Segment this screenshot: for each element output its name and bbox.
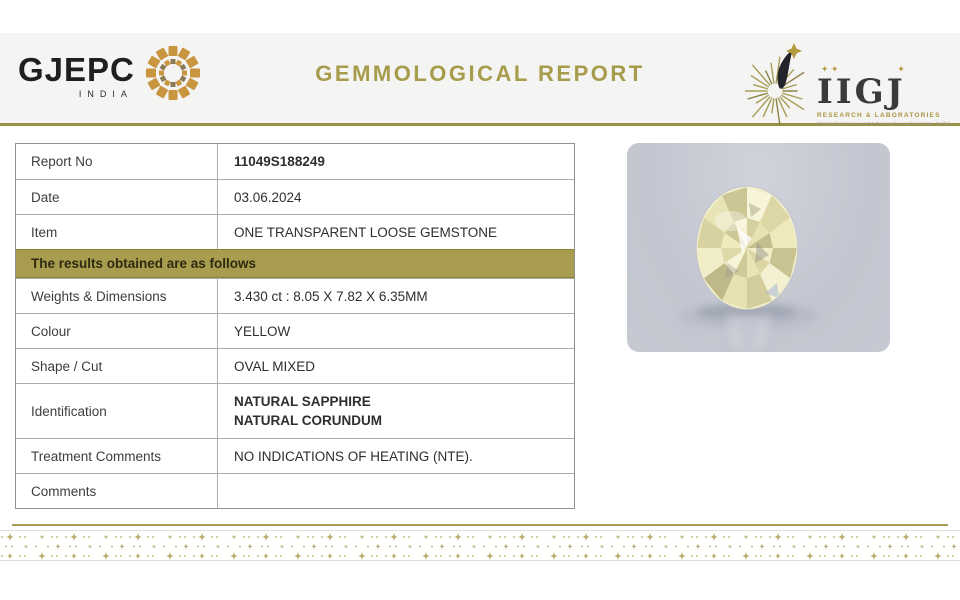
gjepc-wordmark [18, 50, 135, 99]
table-row [16, 313, 574, 348]
row-label: Report No [16, 144, 218, 179]
row-value [218, 474, 574, 508]
star-icon: ✦ [897, 64, 905, 74]
gjepc-logo [18, 43, 203, 108]
row-value: YELLOW [234, 323, 291, 339]
page-title: GEMMOLOGICAL REPORT [315, 61, 645, 86]
report-header [0, 33, 960, 126]
sparkle-border [0, 530, 960, 561]
table-row [16, 278, 574, 313]
star-icon: ✦ ✦ [820, 64, 839, 74]
iigj-subtitle: RESEARCH & LABORATORIES [816, 112, 941, 119]
bottom-gold-rule [12, 524, 948, 526]
iigj-wordmark [817, 65, 950, 126]
row-label: Date [16, 180, 218, 214]
table-row [16, 179, 574, 214]
iigj-name: IIGJ [816, 72, 906, 112]
iigj-starburst-icon [745, 35, 817, 130]
row-label: Treatment Comments [16, 439, 218, 473]
row-label: Weights & Dimensions [16, 279, 218, 313]
comet-shape [777, 49, 792, 89]
table-row [16, 144, 574, 179]
report-table [15, 143, 575, 509]
row-value: 11049S188249 [234, 154, 325, 169]
results-band: The results obtained are as follows [16, 249, 574, 278]
row-value: NATURAL SAPPHIRE NATURAL CORUNDUM [234, 394, 382, 428]
table-row [16, 473, 574, 508]
table-row [16, 383, 574, 438]
row-label: Colour [16, 314, 218, 348]
gjepc-name: GJEPC [18, 50, 135, 88]
gjepc-sub: INDIA [78, 88, 133, 99]
row-value: ONE TRANSPARENT LOOSE GEMSTONE [234, 224, 498, 240]
table-row [16, 348, 574, 383]
row-label: Comments [16, 474, 218, 508]
row-value: OVAL MIXED [234, 358, 316, 374]
row-value: NO INDICATIONS OF HEATING (NTE). [234, 448, 473, 464]
iigj-tagline: (Formerly known as IIGJ Research & Laboratories, Delhi) [816, 121, 950, 126]
row-label: Identification [16, 384, 218, 438]
iigj-logo [745, 35, 950, 130]
table-row [16, 438, 574, 473]
row-label: Shape / Cut [16, 349, 218, 383]
table-row [16, 214, 574, 249]
row-value: 3.430 ct : 8.05 X 7.82 X 6.35MM [234, 288, 428, 304]
row-label: Item [16, 215, 218, 249]
gemstone-photo [627, 143, 890, 352]
gjepc-mandala-icon [143, 43, 203, 108]
row-value: 03.06.2024 [234, 189, 302, 205]
